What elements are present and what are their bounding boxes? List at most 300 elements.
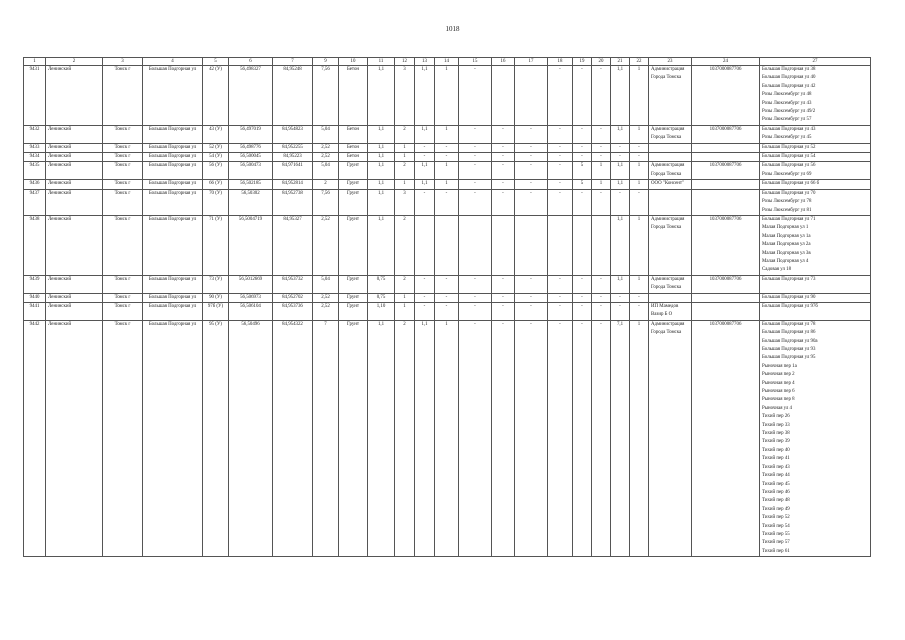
table-cell: 1037000087706: [692, 66, 760, 126]
table-cell: 56,5004719: [229, 215, 273, 275]
table-cell: -: [435, 153, 459, 162]
table-cell: 70 (У): [203, 189, 229, 215]
table-cell: 56,5012669: [229, 275, 273, 293]
table-cell: 42 (У): [203, 66, 229, 126]
address-line: Большая Подгорная ул 52: [762, 144, 816, 150]
address-line: Тихий пер 57: [762, 540, 790, 546]
address-line: Большая Подгорная ул 97б: [762, 303, 818, 309]
column-header: 22: [630, 58, 649, 66]
address-line: Тихий пер 38: [762, 431, 790, 437]
table-body: [24, 58, 871, 557]
table-cell: 84,952814: [273, 180, 313, 189]
address-list-cell: [760, 293, 871, 302]
table-cell: Томск г: [103, 302, 143, 320]
table-cell: 1: [630, 275, 649, 293]
table-cell: -: [592, 320, 611, 556]
table-cell: Администрация Города Томска: [649, 215, 692, 275]
table-cell: 43 (У): [203, 125, 229, 143]
table-cell: 1: [630, 66, 649, 126]
column-header: 6: [229, 58, 273, 66]
table-cell: -: [548, 293, 573, 302]
table-cell: Бетон: [339, 125, 368, 143]
table-cell: -: [592, 302, 611, 320]
table-cell: -: [435, 189, 459, 215]
table-cell: -: [611, 189, 630, 215]
column-header: 14: [435, 58, 459, 66]
table-cell: 1,1: [368, 189, 395, 215]
table-cell: 9432: [24, 125, 46, 143]
table-cell: Ленинский: [46, 180, 103, 189]
table-row: [24, 293, 871, 302]
table-cell: [459, 215, 492, 275]
table-cell: -: [592, 275, 611, 293]
table-cell: -: [573, 153, 592, 162]
table-cell: 56,50496: [229, 320, 273, 556]
table-row: [24, 153, 871, 162]
table-cell: -: [630, 302, 649, 320]
table-cell: 84,953732: [273, 275, 313, 293]
table-cell: 73 (У): [203, 275, 229, 293]
table-cell: 7: [313, 320, 339, 556]
table-cell: [692, 143, 760, 152]
table-cell: 2,52: [313, 293, 339, 302]
address-line: Розы Люксембург ул 78: [762, 199, 812, 205]
table-cell: Томск г: [103, 189, 143, 215]
table-cell: -: [459, 153, 492, 162]
address-line: Тихий пер 26: [762, 414, 790, 420]
table-cell: 1,1: [368, 162, 395, 180]
table-cell: 0,75: [368, 293, 395, 302]
table-cell: -: [548, 66, 573, 126]
table-cell: Грунт: [339, 302, 368, 320]
table-cell: 1,1: [611, 125, 630, 143]
table-cell: [492, 66, 515, 126]
address-line: Большая Подгорная ул 78: [762, 321, 816, 327]
table-cell: Бетон: [339, 66, 368, 126]
table-cell: Томск г: [103, 215, 143, 275]
table-cell: Администрация Города Томска: [649, 125, 692, 143]
table-cell: 1,1: [415, 180, 435, 189]
table-cell: [515, 66, 548, 126]
column-header: 4: [143, 58, 203, 66]
address-line: Большая Подгорная ул 56: [762, 163, 816, 169]
table-cell: -: [415, 293, 435, 302]
table-cell: Грунт: [339, 275, 368, 293]
address-line: Розы Люксембург ул 57: [762, 117, 812, 123]
table-cell: -: [515, 275, 548, 293]
address-line: Большая Подгорная ул 38: [762, 67, 816, 72]
table-cell: -: [492, 125, 515, 143]
address-line: Тихий пер 49: [762, 506, 790, 512]
table-cell: 1: [395, 293, 415, 302]
table-cell: [692, 180, 760, 189]
table-cell: -: [459, 320, 492, 556]
table-cell: 9441: [24, 302, 46, 320]
address-line: Малая Подгорная ул 1а: [762, 233, 811, 239]
table-cell: 9440: [24, 293, 46, 302]
table-cell: Грунт: [339, 189, 368, 215]
table-cell: 2: [395, 162, 415, 180]
table-cell: -: [573, 293, 592, 302]
table-cell: Томск г: [103, 153, 143, 162]
table-cell: 9442: [24, 320, 46, 556]
address-list-cell: [760, 302, 871, 320]
table-cell: -: [611, 153, 630, 162]
address-line: Большая Подгорная ул 90а: [762, 338, 818, 344]
address-line: Тихий пер 33: [762, 422, 790, 428]
table-cell: -: [492, 275, 515, 293]
table-cell: 56,500473: [229, 162, 273, 180]
address-line: Большая Подгорная ул 40: [762, 75, 816, 81]
column-header: 18: [548, 58, 573, 66]
address-line: Рыночная ул 4: [762, 405, 792, 411]
table-cell: Ленинский: [46, 125, 103, 143]
table-cell: -: [492, 180, 515, 189]
table-cell: Большая Подгорная ул: [143, 302, 203, 320]
table-cell: Томск г: [103, 162, 143, 180]
column-header: 3: [103, 58, 143, 66]
table-cell: [692, 189, 760, 215]
table-cell: [649, 189, 692, 215]
table-cell: 84,971641: [273, 162, 313, 180]
table-row: [24, 275, 871, 293]
address-line: Большая Подгорная ул 54: [762, 154, 816, 160]
table-cell: Томск г: [103, 320, 143, 556]
table-cell: Большая Подгорная ул: [143, 162, 203, 180]
table-cell: 1: [395, 153, 415, 162]
table-cell: [649, 293, 692, 302]
table-cell: 9437: [24, 189, 46, 215]
table-cell: -: [435, 275, 459, 293]
table-cell: 2: [395, 215, 415, 275]
table-cell: Большая Подгорная ул: [143, 153, 203, 162]
table-cell: -: [515, 320, 548, 556]
address-line: Малая Подгорная ул 1: [762, 225, 809, 231]
address-line: Большая Подгорная ул 70: [762, 190, 816, 196]
table-cell: Томск г: [103, 125, 143, 143]
table-cell: -: [573, 302, 592, 320]
page-number: 1018: [445, 25, 460, 33]
address-line: Садовая ул 18: [762, 267, 792, 273]
table-cell: 1: [592, 162, 611, 180]
table-cell: [515, 215, 548, 275]
table-cell: 1: [630, 180, 649, 189]
address-line: Малая Подгорная ул 3в: [762, 250, 811, 256]
table-cell: -: [630, 293, 649, 302]
table-cell: Грунт: [339, 215, 368, 275]
table-cell: 2: [313, 180, 339, 189]
address-list-cell: [760, 215, 871, 275]
table-cell: 1037000087706: [692, 162, 760, 180]
table-cell: -: [573, 189, 592, 215]
table-cell: 9433: [24, 143, 46, 152]
table-cell: 1: [435, 66, 459, 126]
table-cell: Большая Подгорная ул: [143, 143, 203, 152]
table-cell: [415, 215, 435, 275]
table-cell: Ленинский: [46, 162, 103, 180]
address-line: Малая Подгорная ул 4: [762, 258, 809, 264]
table-cell: 84,952255: [273, 143, 313, 152]
table-cell: [649, 143, 692, 152]
address-line: Большая Подгорная ул 71: [762, 216, 816, 222]
column-header: 13: [415, 58, 435, 66]
table-cell: 2: [395, 275, 415, 293]
table-cell: -: [459, 125, 492, 143]
table-cell: -: [548, 143, 573, 152]
address-line: Большая Подгорная ул 42: [762, 83, 816, 89]
address-line: Рыночная пер 8: [762, 397, 795, 403]
table-cell: 1037000087706: [692, 125, 760, 143]
table-cell: Большая Подгорная ул: [143, 189, 203, 215]
column-header: 19: [573, 58, 592, 66]
table-cell: 56,500045: [229, 153, 273, 162]
address-line: Большая Подгорная ул 93: [762, 347, 816, 352]
address-line: Тихий пер 52: [762, 515, 790, 521]
address-line: Тихий пер 44: [762, 473, 790, 479]
table-cell: 56,498327: [229, 66, 273, 126]
table-cell: Администрация Города Томска: [649, 66, 692, 126]
table-cell: 1,1: [415, 320, 435, 556]
table-cell: [492, 215, 515, 275]
table-cell: 2,52: [313, 153, 339, 162]
table-cell: 1,1: [368, 215, 395, 275]
table-cell: -: [630, 189, 649, 215]
table-cell: 84,95248: [273, 66, 313, 126]
table-cell: 97б (У): [203, 302, 229, 320]
address-line: Малая Подгорная ул 2а: [762, 242, 811, 248]
table-cell: 1,1: [611, 275, 630, 293]
table-cell: 1,1: [611, 180, 630, 189]
table-cell: 1: [630, 162, 649, 180]
table-cell: 1,1: [368, 143, 395, 152]
table-cell: -: [630, 153, 649, 162]
address-line: Тихий пер 45: [762, 481, 790, 487]
column-header: 17: [515, 58, 548, 66]
table-cell: [592, 215, 611, 275]
table-cell: -: [415, 302, 435, 320]
table-cell: 95 (У): [203, 320, 229, 556]
table-cell: 1: [435, 125, 459, 143]
table-cell: Грунт: [339, 293, 368, 302]
table-cell: 54 (У): [203, 153, 229, 162]
table-cell: -: [459, 189, 492, 215]
table-cell: 7,1: [611, 320, 630, 556]
table-cell: 56,497019: [229, 125, 273, 143]
table-cell: Большая Подгорная ул: [143, 293, 203, 302]
table-cell: 84,952702: [273, 293, 313, 302]
table-cell: 1: [395, 143, 415, 152]
table-cell: 5: [573, 162, 592, 180]
table-cell: [548, 215, 573, 275]
table-cell: 1,1: [368, 320, 395, 556]
table-cell: 1: [435, 180, 459, 189]
registry-table: [23, 57, 871, 557]
table-cell: -: [611, 293, 630, 302]
column-header: 23: [649, 58, 692, 66]
header-row: [24, 58, 871, 66]
address-line: Тихий пер 54: [762, 523, 790, 529]
column-header: 24: [692, 58, 760, 66]
table-row: [24, 125, 871, 143]
table-cell: 1: [630, 320, 649, 556]
table-cell: -: [630, 143, 649, 152]
table-cell: 9434: [24, 153, 46, 162]
address-line: Розы Люксембург ул 48: [762, 92, 812, 98]
table-cell: -: [459, 180, 492, 189]
address-list-cell: [760, 180, 871, 189]
table-row: [24, 180, 871, 189]
table-cell: 9436: [24, 180, 46, 189]
address-line: Тихий пер 61: [762, 548, 790, 554]
table-cell: Ленинский: [46, 143, 103, 152]
table-cell: Ленинский: [46, 302, 103, 320]
table-cell: Томск г: [103, 143, 143, 152]
table-row: [24, 302, 871, 320]
address-line: Тихий пер 46: [762, 489, 790, 495]
address-list-cell: [760, 162, 871, 180]
table-cell: -: [415, 153, 435, 162]
address-line: Розы Люксембург ул 69: [762, 171, 812, 177]
table-cell: Бетон: [339, 143, 368, 152]
address-line: Большая Подгорная ул 66 б: [762, 181, 820, 187]
table-cell: Грунт: [339, 162, 368, 180]
table-cell: 7,56: [313, 66, 339, 126]
table-cell: 1: [395, 180, 415, 189]
column-header: 21: [611, 58, 630, 66]
table-cell: -: [548, 189, 573, 215]
table-cell: 56,50302: [229, 189, 273, 215]
table-cell: 2,52: [313, 143, 339, 152]
table-cell: -: [548, 275, 573, 293]
table-cell: -: [435, 143, 459, 152]
table-cell: 66 (У): [203, 180, 229, 189]
address-list-cell: [760, 189, 871, 215]
table-cell: 7,56: [313, 189, 339, 215]
table-cell: 2: [395, 125, 415, 143]
table-row: [24, 162, 871, 180]
table-cell: -: [459, 143, 492, 152]
table-cell: 1037000087706: [692, 275, 760, 293]
table-cell: -: [415, 143, 435, 152]
table-row: [24, 143, 871, 152]
table-cell: 56,506973: [229, 293, 273, 302]
address-line: Тихий пер 40: [762, 447, 790, 453]
table-cell: 5,04: [313, 275, 339, 293]
table-cell: -: [515, 162, 548, 180]
column-header: 9: [313, 58, 339, 66]
table-cell: 1,1: [415, 125, 435, 143]
table-cell: Администрация Города Томска: [649, 275, 692, 293]
table-cell: 1,1: [611, 162, 630, 180]
table-cell: 56 (У): [203, 162, 229, 180]
table-cell: 9435: [24, 162, 46, 180]
table-cell: Бетон: [339, 153, 368, 162]
table-cell: Ленинский: [46, 189, 103, 215]
table-cell: 1,1: [368, 180, 395, 189]
address-line: Рыночная пер 1а: [762, 363, 797, 369]
table-cell: 1,1: [611, 215, 630, 275]
address-line: Тихий пер 43: [762, 464, 790, 470]
table-cell: -: [459, 293, 492, 302]
address-line: Большая Подгорная ул 95: [762, 355, 816, 361]
column-header: 5: [203, 58, 229, 66]
table-cell: 52 (У): [203, 143, 229, 152]
table-cell: [573, 215, 592, 275]
table-cell: -: [592, 66, 611, 126]
table-cell: -: [515, 125, 548, 143]
table-cell: [692, 153, 760, 162]
table-cell: Томск г: [103, 275, 143, 293]
table-cell: -: [515, 143, 548, 152]
table-cell: 3: [395, 66, 415, 126]
table-cell: 84,954322: [273, 320, 313, 556]
table-cell: -: [492, 320, 515, 556]
address-line: Тихий пер 48: [762, 498, 790, 504]
table-cell: -: [492, 189, 515, 215]
table-cell: -: [459, 275, 492, 293]
table-cell: Ленинский: [46, 275, 103, 293]
table-cell: -: [492, 153, 515, 162]
table-cell: Большая Подгорная ул: [143, 275, 203, 293]
table-cell: -: [492, 143, 515, 152]
table-cell: 5: [573, 180, 592, 189]
table-cell: 3: [395, 189, 415, 215]
table-cell: -: [459, 66, 492, 126]
table-cell: 84,95223: [273, 153, 313, 162]
table-cell: -: [435, 302, 459, 320]
table-cell: 0,75: [368, 275, 395, 293]
address-line: Большая Подгорная ул 90: [762, 294, 816, 300]
table-cell: 2,52: [313, 302, 339, 320]
table-cell: 1,1: [368, 153, 395, 162]
table-cell: -: [592, 143, 611, 152]
table-cell: 71 (У): [203, 215, 229, 275]
table-cell: 1: [592, 180, 611, 189]
address-list-cell: [760, 275, 871, 293]
address-line: Рыночная пер 6: [762, 389, 795, 395]
table-cell: Томск г: [103, 293, 143, 302]
table-cell: ООО "Консент": [649, 180, 692, 189]
table-cell: 1,1: [415, 66, 435, 126]
address-list-cell: [760, 66, 871, 126]
column-header: 27: [760, 58, 871, 66]
address-line: Тихий пер 41: [762, 456, 790, 462]
column-header: 15: [459, 58, 492, 66]
address-list-cell: [760, 125, 871, 143]
table-cell: 1: [630, 215, 649, 275]
table-cell: -: [548, 125, 573, 143]
table-cell: 84,95327: [273, 215, 313, 275]
table-cell: 84,954823: [273, 125, 313, 143]
column-header: 12: [395, 58, 415, 66]
table-cell: Ленинский: [46, 153, 103, 162]
address-line: Розы Люксембург ул 81: [762, 207, 812, 213]
table-row: [24, 66, 871, 126]
table-cell: -: [573, 275, 592, 293]
table-cell: -: [573, 320, 592, 556]
column-header: 16: [492, 58, 515, 66]
table-cell: 1: [630, 125, 649, 143]
table-cell: -: [592, 153, 611, 162]
table-cell: Томск г: [103, 180, 143, 189]
table-cell: -: [515, 180, 548, 189]
table-cell: Большая Подгорная ул: [143, 125, 203, 143]
table-cell: -: [515, 189, 548, 215]
table-cell: 1037000087706: [692, 215, 760, 275]
table-row: [24, 320, 871, 556]
table-cell: 5,04: [313, 125, 339, 143]
table-cell: 9431: [24, 66, 46, 126]
